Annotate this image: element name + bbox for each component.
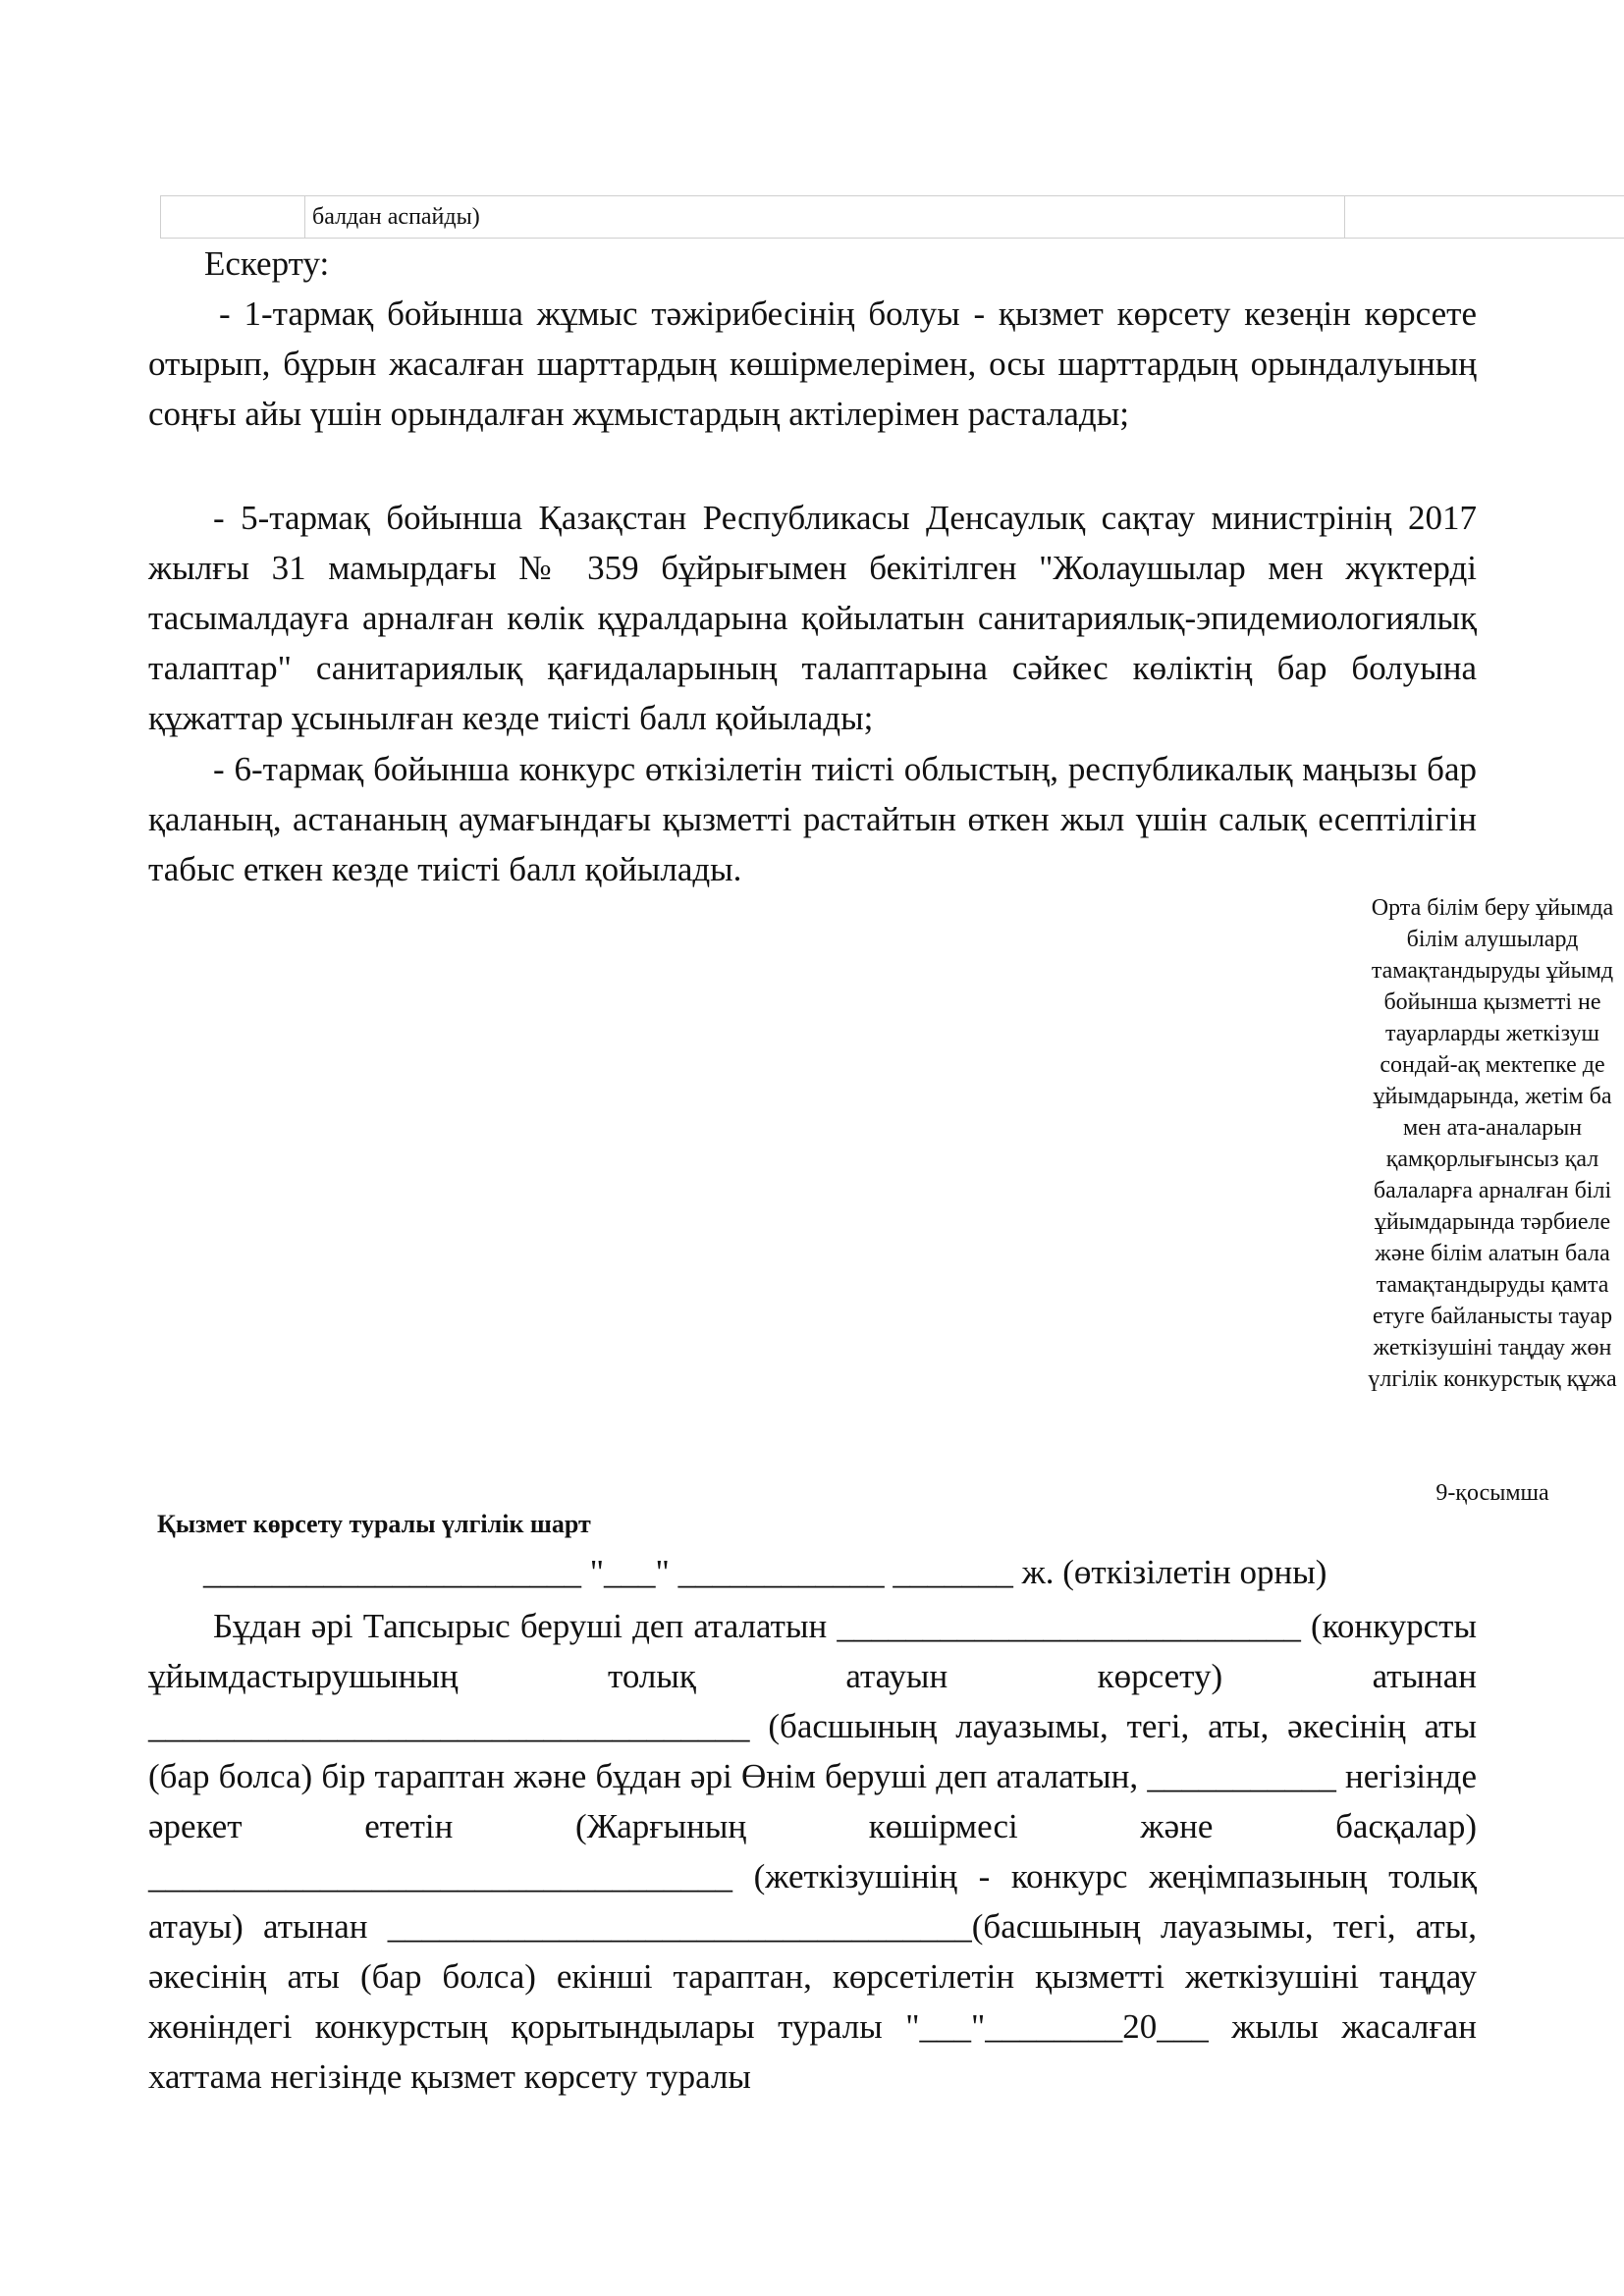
appendix-note [1286, 892, 1624, 1395]
table-cell-number [161, 196, 305, 238]
appendix-note-line: Орта білім беру ұйымда [1371, 895, 1614, 921]
appendix-note-line: қамқорлығынсыз қал [1385, 1147, 1599, 1172]
appendix-note-line: ұйымдарында тәрбиеле [1374, 1209, 1611, 1235]
appendix-note-line: үлгілік конкурстық құжа [1368, 1366, 1617, 1392]
contract-intro-text: Бұдан әрі Тапсырыс беруші деп аталатын ___________________________ (конкурсты ұйымдастырушының толық атауын көрсету) атынан ___________________________________ (басшының лауазымы, тегі, аты, әкесінің аты (бар болса) бір тараптан және бұдан әрі Өнім беруші деп аталатын, ___________ негізінде әрекет ететін (Жарғының көшірмесі және басқалар) __________________________________ (жеткізушінің - конкурс жеңімпазының толық атауы) атынан __________________________________(басшының лауазымы, тегі, аты, әкесінің аты (бар болса) екінші тараптан, көрсетілетін қызметті жеткізушіні таңдау жөніндегі конкурстың қорытындылары туралы "___"________20___ жылы жасалған хаттама негізінде қызмет көрсету туралы [148, 1607, 1477, 2096]
table-fragment [160, 195, 1624, 239]
table-cell-score [1345, 196, 1624, 238]
appendix-note-line: тауарларды жеткізуш [1384, 1021, 1600, 1046]
appendix-note-line: білім алушылард [1406, 927, 1579, 952]
appendix-note-line: балаларға арналған білі [1373, 1178, 1612, 1203]
appendix-note-line: мен ата-аналарын [1402, 1115, 1583, 1141]
appendix-note-line: және білім алатын бала [1375, 1241, 1610, 1266]
appendix-note-line: сондай-ақ мектепке де [1380, 1052, 1605, 1078]
appendix-note-line: етуге байланысты тауар [1372, 1304, 1613, 1329]
note-item-3 [148, 744, 1477, 894]
notes-heading: Ескерту: [204, 244, 330, 283]
contract-intro [148, 1601, 1477, 2102]
appendix-note-line: ұйымдарында, жетім ба [1373, 1084, 1612, 1109]
note-item-1 [148, 289, 1477, 439]
appendix-note-line: тамақтандыруды ұйымд [1371, 958, 1614, 984]
note-item-2 [148, 493, 1477, 743]
note-item-3-text: - 6-тармақ бойынша конкурс өткізілетін тиісті облыстың, республикалық маңызы бар қаланың, астананың аумағындағы қызметті растайтын өткен жыл үшін салық есептілігін табыс еткен кезде тиісті балл қойылады. [148, 750, 1477, 888]
appendix-note-line: тамақтандыруды қамта [1376, 1272, 1609, 1298]
contract-date-line: ______________________ "___" ____________ _______ ж. (өткізілетін орны) [203, 1553, 1327, 1591]
annex-number: 9-қосымша [1435, 1480, 1549, 1506]
note-item-1-text: - 1-тармақ бойынша жұмыс тәжірибесінің болуы - қызмет көрсету кезеңін көрсете отырып, бұрын жасалған шарттардың көшірмелерімен, осы шарттардың орындалуының соңғы айы үшін орындалған жұмыстардың актілерімен расталады; [148, 294, 1477, 433]
table-cell-text: балдан аспайды) [305, 196, 1345, 238]
appendix-note-line: жеткізушіні таңдау жөн [1373, 1335, 1612, 1361]
appendix-note-line: бойынша қызметті не [1383, 989, 1601, 1015]
note-item-2-text: - 5-тармақ бойынша Қазақстан Республикасы Денсаулық сақтау министрінің 2017 жылғы 31 мамырдағы № 359 бұйрығымен бекітілген "Жолаушылар мен жүктерді тасымалдауға арналған көлік құралдарына қойылатын санитариялық-эпидемиологиялық талаптар" санитариялық қағидаларының талаптарына сәйкес көліктің бар болуына құжаттар ұсынылған кезде тиісті балл қойылады; [148, 499, 1477, 737]
contract-title: Қызмет көрсету туралы үлгілік шарт [157, 1510, 591, 1538]
